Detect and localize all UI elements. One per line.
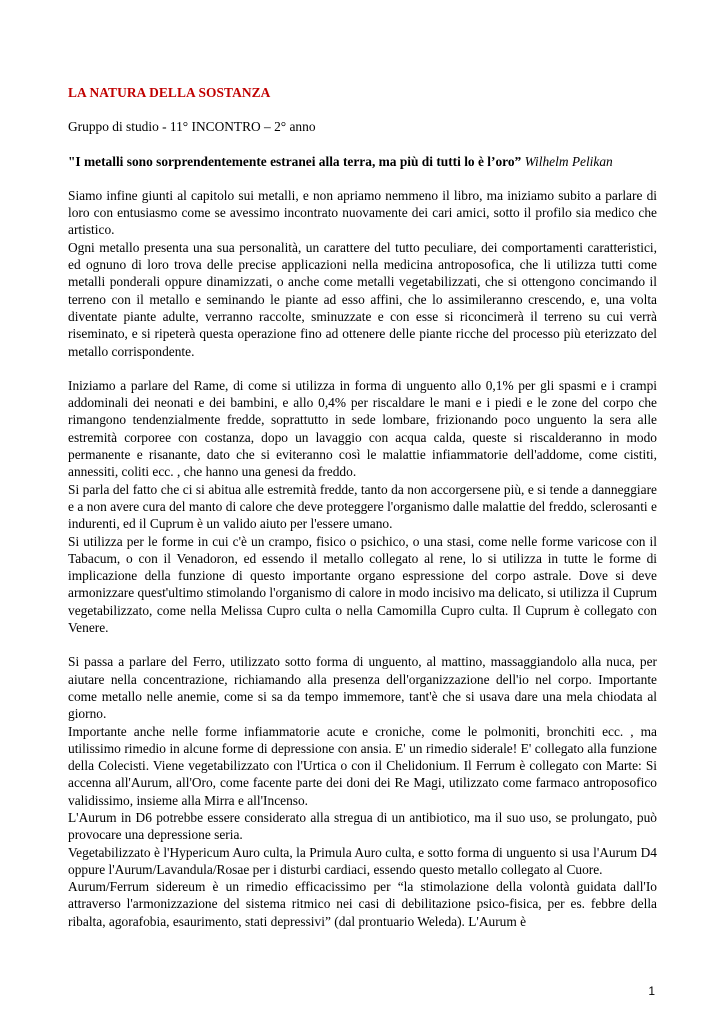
paragraph: Aurum/Ferrum sidereum è un rimedio efficacissimo per “la stimolazione della volontà guidata dall'Io attraverso l'armonizzazione del sistema ritmico nei casi di debilitazione psico-fisica, per es. febbre della ribalta, agorafobia, esaurimento, stati depressivi” (dal prontuario Weleda). L'Aurum è — [68, 879, 657, 929]
paragraph-spacer — [68, 360, 657, 377]
paragraph: Iniziamo a parlare del Rame, di come si utilizza in forma di unguento allo 0,1% per gli spasmi e i crampi addominali dei neonati e dei bambini, e allo 0,4% per riscaldare le mani e i piedi e le zone del corpo che rimangono tendenzialmente fredde, soprattutto in sede lombare, frizionando poco unguento la sera alle estremità corporee con costanza, dopo un lavaggio con acqua calda, queste si riscalderanno in modo permanente e risanante, dato che si eviteranno così le malattie infiammatorie dell'addome, come cistiti, annessiti, coliti ecc. , che hanno una genesi da freddo. — [68, 377, 657, 480]
paragraph: Ogni metallo presenta una sua personalità, un carattere del tutto peculiare, dei comportamenti caratteristici, ed ognuno di loro trova delle precise applicazioni nella medicina antroposofica, che li utilizza tutti come metalli ponderali oppure dinamizzati, o anche come metalli vegetabilizzati, che si ottengono concimando il terreno con il metallo e seminando le piante ad esso affini, che lo assimileranno crescendo, e, una volta diventate piante adulte, verranno raccolte, sminuzzate e con esse si riconcimerà il terreno su cui verrà riseminato, e si ripeterà questa operazione fino ad ottenere delle piante ricche del processo più eterizzato del metallo corrispondente. — [68, 239, 657, 359]
paragraph: Si parla del fatto che ci si abitua alle estremità fredde, tanto da non accorgersene più, e si tende a danneggiare e a non avere cura del manto di calore che deve proteggere l'organismo dalle malattie del freddo, sclerosanti e indurenti, ed il Cuprum è un valido aiuto per l'essere umano. — [68, 481, 657, 532]
paragraph: Si utilizza per le forme in cui c'è un crampo, fisico o psichico, o una stasi, come nelle forme varicose con il Tabacum, o con il Venadoron, ed essendo il metallo collegato al rene, lo si utilizza in tutte le forme di implicazione della funzione di questo importante organo espressione del corpo astrale. Dove si deve armonizzare quest'ultimo stimolando l'organismo di calore in modo incisivo ma delicato, si utilizza il Cuprum vegetabilizzato, come nella Melissa Cupro culta o nella Camomilla Cupro culta. Il Cuprum è collegato con Venere. — [68, 533, 657, 636]
quote-text: "I metalli sono sorprendentemente estranei alla terra, ma più di tutti lo è l’oro” — [68, 153, 522, 169]
document-page — [68, 84, 657, 930]
quote-author: Wilhelm Pelikan — [524, 153, 613, 169]
paragraph: Importante anche nelle forme infiammatorie acute e croniche, come le polmoniti, bronchiti ecc. , ma utilissimo rimedio in alcune forme di depressione con ansia. E' un rimedio siderale! E' collegato alla funzione della Colecisti. Viene vegetabilizzato con l'Urtica o con il Chelidonium. Il Ferrum è collegato con Marte: Si accenna all'Aurum, all'Oro, come facente parte dei doni dei Re Magi, utilizzato come farmaco antroposofico validissimo, insieme alla Mirra e all'Incenso. — [68, 723, 657, 808]
paragraph: Siamo infine giunti al capitolo sui metalli, e non apriamo nemmeno il libro, ma iniziamo subito a parlare di loro con entusiasmo come se avessimo incontrato nuovamente dei cari amici, sotto il profilo sia medico che artistico. — [68, 187, 657, 238]
document-title: LA NATURA DELLA SOSTANZA — [68, 85, 271, 100]
epigraph-quote — [68, 153, 657, 170]
paragraph: Si passa a parlare del Ferro, utilizzato sotto forma di unguento, al mattino, massaggiandolo alla nuca, per aiutare nella concentrazione, richiamando alla presenza dell'organizzazione dell'io nel corpo. Importante come metallo nelle anemie, come si sa da tempo immemore, tant'è che si usava dare una mela chiodata al giorno. — [68, 654, 657, 722]
paragraph: Vegetabilizzato è l'Hypericum Auro culta, la Primula Auro culta, e sotto forma di unguento si usa l'Aurum D4 oppure l'Aurum/Lavandula/Rosae per i disturbi cardiaci, essendo questo metallo collegato al Cuore. — [68, 844, 657, 877]
page-number: 1 — [648, 984, 655, 998]
paragraph: L'Aurum in D6 potrebbe essere considerato alla stregua di un antibiotico, ma il suo uso, se prolungato, può provocare una depressione seria. — [68, 809, 657, 843]
document-subtitle: Gruppo di studio - 11° INCONTRO – 2° anno — [68, 119, 316, 135]
paragraph-spacer — [68, 636, 657, 653]
